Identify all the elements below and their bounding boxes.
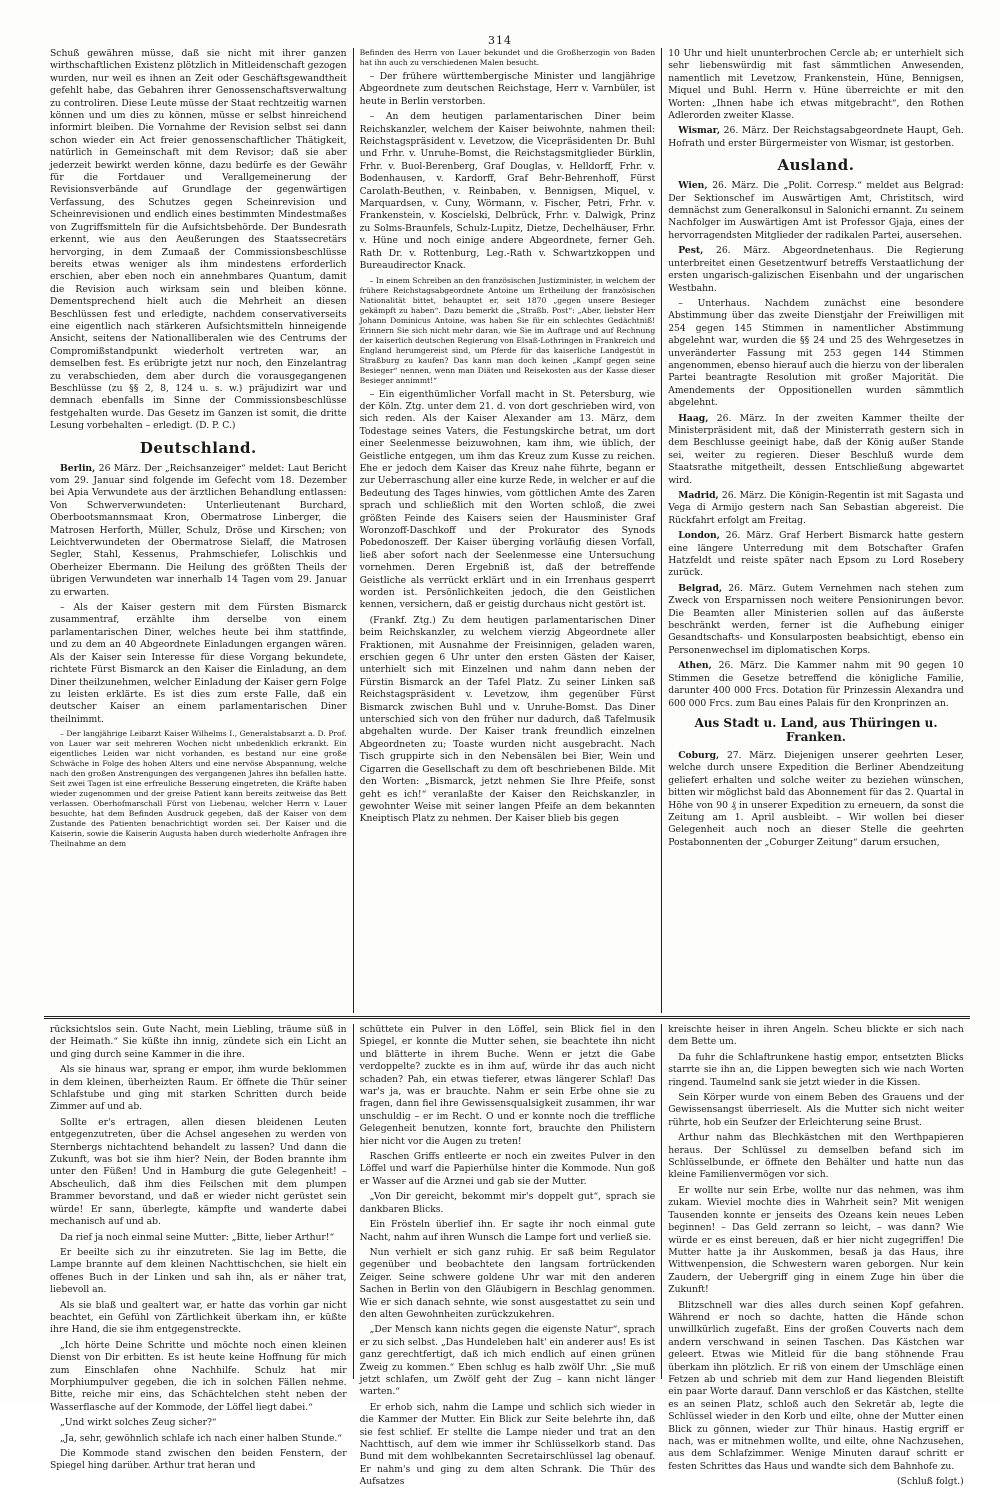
paragraph: – Der frühere württembergische Minister und langjährige Abgeordnete zum deutschen Reichstage, Herr v. Varnbüler, ist heute in Berlin verstorben. [359, 71, 656, 107]
paragraph [668, 180, 964, 242]
paragraph: „Und wirkt solches Zeug sicher?“ [60, 1417, 217, 1429]
paragraph: Schuß gewähren müsse, daß sie nicht mit ihrer ganzen wirthschaftlichen Existenz plötzlich in Mitleidenschaft gezogen wurden, nur weil es ihnen an Zeit oder Geschäftsgewandtheit gefehlt habe, das Gebahren ihrer Genossenschaftsverwaltung zu controliren. Diese Leute müsse der Staat rechtzeitig warnen können und um dies zu können, müsse er selbst hinreichend informirt bleiben. Die Vornahme der Revision selbst sei dann schon wieder ein Act freier genossenschaftlicher Thätigkeit, natürlich in Gemeinschaft mit dem Revisor; daß sie aber jederzeit bewirkt werden könne, dazu bedürfe es der Gewähr für die Fortdauer und Verallgemeinerung der Revisionsverbände auf Grundlage der gegenwärtigen Verfassung, des Schutzes gegen Scheinrevision und Scheinrevisionen und endlich eines bestimmten Mindestmaßes von Zugriffsmitteln für die Aufsichtsbehörde. Der Bundesrath erkennt, wie aus den Aeußerungen des Staatssecretärs hervorging, in dem Zumaaß der Commissionsbeschlüsse bereits etwas weniger als ihm mindestens erforderlich erschien, aber eben noch ein annehmbares Quantum, damit die Revision auch wirksam sein und bleiben könne. Dementsprechend hielt auch die Mehrheit an diesen Beschlüssen fest und erledigte, nachdem conservativerseits eine eigentlich nach stärkeren Aufsichtsmitteln hinneigende Ansicht, seitens der Nationalliberalen wie des Centrums der Compromißstandpunkt wiederholt vertreten war, an demselben fest. Es erübrigte jetzt nur noch, den Einzelantrag zu verabschieden, dem aber durch die vorausgegangenen Beschlüsse (zu §§ 2, 8, 124 u. s. w.) präjudizirt war und demnach ebenfalls im Sinne der Commissionsbeschlüsse festgehalten wurde. Das Gesetz im Ganzen ist somit, die dritte Lesung vorbehalten – erledigt. (D. P. C.) [50, 48, 347, 432]
paragraph [668, 413, 964, 487]
paragraph: 10 Uhr und hielt ununterbrochen Cercle ab; er unterhielt sich sehr liebenswürdig mit fast sämmtlichen Anwesenden, namentlich mit Levetzow, Frankenstein, Hüne, Bennigsen, Miquel und Buhl. Herrn v. Hüne überreichte er mit den Worten: „Ihnen habe ich etwas mitgebracht“, den Rothen Adlerorden zweiter Klasse. [668, 48, 964, 122]
page-number: 314 [488, 34, 512, 47]
paragraph [50, 463, 347, 599]
feuilleton-separator [44, 1016, 970, 1019]
paragraph: kreischte heiser in ihren Angeln. Scheu blickte er sich nach dem Bette um. [668, 1024, 964, 1048]
dateline: London, [678, 530, 720, 542]
paragraph [668, 490, 964, 527]
feuilleton-column-3 [661, 1024, 970, 1488]
paragraph: rücksichtslos sein. Gute Nacht, mein Liebling, träume süß in der Heimath.“ Sie küßte ihn innig, zündete sich ein Licht an und ging durch seine Kammer in die ihre. [50, 1024, 347, 1060]
paragraph: Da fuhr die Schlaftrunkene hastig empor, entsetzten Blicks starrte sie ihn an, die Lippen bewegten sich wie nach Worten ringend. Taumelnd sank sie jetzt wieder in die Kissen. [668, 1051, 964, 1088]
dateline: Belgrad, [678, 582, 723, 594]
paragraph-text: 26. März. Die Kammer nahm mit 90 gegen 10 Stimmen die Gesetze betreffend die königliche Familie, darunter 400 000 Frcs. Dotation für Prinzessin Alexandra und 600 000 Frcs. zum Bau eines Palais für den Kronprinzen an. [668, 660, 964, 709]
paragraph: Sein Körper wurde von einem Beben des Grauens und der Gewissensangst überrieselt. Als die Mutter sich nicht weiter rührte, hob ein Seufzer der Erleichterung seine Brust. [668, 1092, 964, 1128]
paragraph: – An dem heutigen parlamentarischen Diner beim Reichskanzler, welchem der Kaiser beiwohnte, nahmen theil: Reichstagspräsident v. Levetzow, die Vicepräsidenten Dr. Buhl und Frhr. v. Unruhe-Bomst, die Reichstagsmitglieder Bürklin, Frhr. v. Buol-Berenberg, Graf Douglas, v. Helldorff, Frhr. v. Bodenhausen, v. Kardorff, Graf Behr-Behrenhoff, Fürst Carolath-Beuthen, v. Reinbaben, v. Bennigsen, Miquel, v. Marquardsen, v. Cuny, Wörmann, v. Fischer, Petri, Frhr. v. Frankenstein, v. Koscielski, Delbrück, Frhr. v. Dalwigk, Prinz zu Solms-Braunfels, Schulz-Lupitz, Dietze, Dechelhäuser, Frhr. v. Hüne und noch einige andere Abgeordnete, ferner Geh. Rath Dr. v. Rottenburg, Leg.-Rath v. Schwartzkoppen und Bureaudirector Knack. [359, 111, 656, 272]
paragraph: Er erhob sich, nahm die Lampe und schlich sich wieder in die Kammer der Mutter. Ein Blick zur Seite belehrte ihn, daß sie fest schlief. Er stellte die Lampe nieder und trat an den Nachttisch, auf dem wie immer ihr Schlüsselkorb stand. Das Bund mit dem wohlbekannten Secretairschlüssel lag obenauf. Er nahm's und ging zu dem alten Schrank. Die Thür des Aufsatzes [359, 1401, 656, 1488]
feuilleton-column-1 [44, 1024, 353, 1472]
dateline: Wismar, [678, 125, 721, 137]
feuilleton-column-2 [353, 1024, 662, 1488]
paragraph [668, 750, 964, 849]
dateline: Madrid, [678, 490, 719, 501]
section-heading-ausland: Ausland. [777, 156, 855, 175]
paragraph: Blitzschnell war dies alles durch seinen Kopf gefahren. Während er noch so dachte, hatten die Hände schon unwillkürlich zugefaßt. Eins der großen Couverts nach dem andern verschwand in seinen Taschen. Das Kästchen war geleert. Etwas wie Mitleid für die bang stöhnende Frau überkam ihn plötzlich. Er riß von einem der Umschläge einen Fetzen ab und schrieb mit dem zur Hand liegenden Bleistift ein paar Worte darauf. Dann verschloß er das Kästchen, stellte es an seinen Platz, schloß auch den Sekretär ab, legte die Schlüssel wieder in den Korb und eilte, ohne der Mutter einen Blick zu gönnen, wieder zur Thür hinaus. Hastig ergriff er nach, was er mitnehmen wollte, und eilte, ohne Nachzusehen, aus dem Schlafzimmer. Wenige Minuten darauf schritt er festen Schrittes das Haus und wandte sich dem Bahnhofe zu. [668, 1299, 964, 1472]
paragraph: (Frankf. Ztg.) Zu dem heutigen parlamentarischen Diner beim Reichskanzler, zu welchem vierzig Abgeordnete aller Fraktionen, mit Ausnahme der Freisinnigen, geladen waren, erschien gegen 6 Uhr unter den ersten Gästen der Kaiser, unterhielt sich mit Einzelnen und nahm dann neben der Fürstin Bismarck an der Tafel Platz. Zu seiner Linken saß Reichstagspräsident v. Levetzow, ihm gegenüber Fürst Bismarck zwischen Buhl und v. Unruhe-Bomst. Das Diner unterschied sich von den früher nur dadurch, daß Tafelmusik abgehalten wurde. Der Kaiser trank freundlich einzelnen Abgeordneten zu; Toaste wurden nicht ausgebracht. Nach Tisch gruppirte sich in den Nebensälen bei Bier, Wein und Cigarren die Gesellschaft zu dem oft beschriebenen Bilde. Mit den Worten: „Bismarck, jetzt nehmen Sie Ihre Pfeife, sonst geht es ich!“ veranlaßte der Kaiser den Reichskanzler, in gewohnter Weise mit seiner langen Pfeife an dem bekannten Kneiptisch Platz zu nehmen. Der Kaiser blieb bis gegen [359, 614, 656, 825]
paragraph [668, 125, 964, 150]
paragraph [668, 530, 964, 580]
paragraph [668, 245, 964, 295]
section-heading-local: Aus Stadt u. Land, aus Thüringen u. Franken. [694, 715, 938, 744]
to-be-continued: (Schluß folgt.) [896, 1476, 964, 1488]
paragraph-text: 27. März. Diejenigen unserer geehrten Leser, welche durch unsere Expedition die Berliner Abendzeitung geliefert erhalten und solche weiter zu beziehen wünschen, bitten wir möglichst bald das Abonnement für das 2. Quartal in Höhe von 90 ₰ in unserer Expedition zu erneuern, da sonst die Zeitung am 1. April ausbleibt. – Wir wollen bei dieser Gelegenheit auch noch an dieser Stelle die geehrten Postabonnenten der „Coburger Zeitung“ darum ersuchen, [668, 749, 964, 848]
dateline: Wien, [678, 180, 708, 192]
paragraph-text: 26 März. Der „Reichsanzeiger“ meldet: Laut Bericht vom 29. Januar sind folgende im Gefecht vom 18. Dezember bei Apia Verwundete aus der ärztlichen Behandlung entlassen: Von Schwerverwundeten: Unterlieutenant Burchard, Oberbootsmannsmaat Kron, Obermatrose Linberger, die Matrosen Herforth, Müller, Schulz, Dröse und Kirschen; von Leichtverwundeten der Obermatrose Sielaff, die Matrosen Segler, Stahl, Kessenus, Prahmschiefer, Lolischkis und Oberheizer Ebermann. Die Heilung des größten Theils der übrigen Verwundeten war innerhalb 14 Tagen vom 29. Januar zu erwarten. [50, 462, 347, 598]
news-column-2 [353, 48, 662, 1013]
paragraph: – Der langjährige Leibarzt Kaiser Wilhelms I., Generalstabsarzt a. D. Prof. von Lauer war seit mehreren Wochen nicht unbedenklich erkrankt. Ein eigentliches Leiden war nicht vorhanden, es bestand nur eine große Schwäche in Folge des hohen Alters und eine nervöse Abspannung, welche nach den großen Anstrengungen des vergangenen Jahres ihn befallen hatte. Seit zwei Tagen ist eine erfreuliche Besserung eingetreten, die Kräfte haben wieder zugenommen und der greise Patient kann bereits zeitweise das Bett verlassen. Oberhofmarschall Fürst von Liebenau, welcher Herrn v. Lauer besuchte, hat dem Befinden Ausdruck gegeben, daß der Kaiser von dem Zustande des Patienten benachrichtigt worden sei. Der Kaiser und die Kaiserin, sowie die Kaiserin Augusta haben durch wiederholte Anfragen ihre Theilnahme an dem [50, 729, 347, 849]
feuilleton-section [44, 1024, 970, 1488]
paragraph: – Ein eigenthümlicher Vorfall macht in St. Petersburg, wie der Köln. Ztg. unter dem 21. d. von dort geschrieben wird, von sich reden. Als der Kaiser Alexander am 13. März, dem Todestage seines Vaters, die Festungskirche betrat, um dort einer Seelenmesse beizuwohnen, kam ihm, wie üblich, der Geistliche entgegen, um ihm das Kreuz zum Kusse zu reichen. Ehe er jedoch dem Kaiser das Kreuz nahe führte, begann er zur Ueberraschung aller eine kurze Rede, in welcher er auf die Bedeutung des Tages hinwies, vom göttlichen Amte des Zaren sprach und schließlich mit den Worten schloß, die zwei größten Feinde des Kaisers seien der Hausminister Graf Woronzoff-Daschkoff und der Prokurator des Synods Pobedonoszeff. Der Kaiser überging vorläufig diesen Vorfall, ließ aber sofort nach der Seelenmesse eine Untersuchung vornehmen. Deren Ergebniß ist, daß der betreffende Geistliche als verrückt erklärt und in ein Irrenhaus gesperrt worden ist. Persönlichkeiten jedoch, die den Geistlichen kennen, versichern, daß er geistig durchaus nicht gestört ist. [359, 388, 656, 611]
paragraph-text: 26. März. Die „Polit. Corresp.“ meldet aus Belgrad: Der Sektionschef im Auswärtigen Amt, Christitsch, wird demnächst zum Generalkonsul in Salonichi ernannt. Zu seinem Nachfolger im Auswärtigen Amt ist Professor Gjaja, eines der hervorragendsten Mitglieder der radikalen Partei, ausersehen. [668, 180, 964, 241]
paragraph: Als sie blaß und gealtert war, er hatte das vorhin gar nicht beachtet, ein Gefühl von Zärtlichkeit überkam ihn, er küßte ihre Hand, die sie ihm entgegenstreckte. [50, 1299, 347, 1336]
news-section [44, 48, 970, 1013]
paragraph [668, 660, 964, 710]
paragraph-text: 26. März. Die Königin-Regentin ist mit Sagasta und Vega di Armijo gestern nach San Sebastian abgereist. Die Rückfahrt erfolgt am Freitag. [668, 490, 964, 526]
paragraph [668, 583, 964, 657]
paragraph: – Als der Kaiser gestern mit dem Fürsten Bismarck zusammentraf, erzählte ihm derselbe von einem parlamentarischen Diner, welches heute bei ihm stattfinde, und zu dem an 40 Abgeordnete Einladungen ergangen wären. Als der Kaiser sein Interesse für diese Vorgang bekundete, richtete Fürst Bismarck an den Kaiser die Einladung, an dem Diner theilzunehmen, welcher Einladung der Kaiser gern Folge zu leisten erklärte. Es ist dies zum erste Falle, daß ein deutscher Kaiser an einem parlamentarischen Diner theilnimmt. [50, 602, 347, 725]
section-heading-deutschland: Deutschland. [139, 438, 257, 457]
dateline: Athen, [678, 660, 712, 672]
news-column-1 [44, 48, 353, 1013]
paragraph-text: 26. März. Der Reichstagsabgeordnete Haupt, Geh. Hofrath und erster Bürgermeister von Wismar, ist gestorben. [668, 125, 964, 149]
dateline: Coburg, [678, 749, 720, 761]
paragraph: schüttete ein Pulver in den Löffel, sein Blick fiel in den Spiegel, er konnte die Mutter sehen, sie beachtete ihn nicht und blätterte in ihrem Buche. Wenn er jetzt die Gabe verdoppelte? zuckte es in ihm auf, würde ihr das auch nicht schaden? Pah, ein etwas tieferer, etwas längerer Schlaf! Das war's ja, was er brauchte. Nahm er sein Erbe ohne sie zu fragen, dann fiel ihre Gewissensqualsigkeit zusammen, ihr war unschuldig – er im Recht. O und er konnte noch die treffliche Gelegenheit benutzen, konnte fort, brauchte den Philistern hier nicht vor die Augen zu treten! [359, 1024, 656, 1147]
paragraph: – In einem Schreiben an den französischen Justizminister, in welchem der frühere Reichstagsabgeordnete Antoine um Ertheilung der französischen Nationalität bittet, behauptet er, seit 1870 „gegen unsere Besieger gekämpft zu haben“. Dazu bemerkt die „Straßb. Post“: „Aber, liebster Herr Johann Dominicus Antoine, was haben Sie für ein schlechtes Gedächtniß! Erinnern Sie sich nicht mehr daran, wie Sie im Auftrage und auf Rechnung der kaiserlich deutschen Regierung von Elsaß-Lothringen in Frankreich und England herumgereist sind, um Pferde für das kaiserliche Landgestüt in Straßburg zu kaufen? Das kann man doch keinen „Kampf gegen seine Besieger“ nennen, wenn man Diäten und Reisekosten aus der Kasse dieser Besieger annimmt!“ [359, 275, 656, 385]
paragraph: Er wollte nur sein Erbe, wollte nur das nehmen, was ihm zukam. Wieviel mochte dies in Wahrheit sein? Mit wenigen Tausenden konnte er jenseits des Ozeans kein neues Leben beginnen! – Das Geld zerrann so leicht, – was dann? Wie würde er es einst bereuen, daß er hier nicht zugegriffen! Die Mutter hatte ja ihr Auskommen, besaß ja das Haus, ihre Wittwenpension, die Schwestern waren geborgen. Nur kein Zaudern, der Uebergriff ging in einem Zuge hin über die Zukunft! [668, 1184, 964, 1296]
paragraph: Raschen Griffs entleerte er noch ein zweites Pulver in den Löffel und warf die Papierhülse hinter die Kommode. Nun goß er Wasser auf die Arznei und gab sie der Mutter. [359, 1151, 656, 1187]
paragraph-text: 26. März. In der zweiten Kammer theilte der Ministerpräsident mit, daß der Ministerrath gestern sich in dem Beschlusse geeinigt habe, daß der König außer Stande sei, weiter zu regieren. Dieser Beschluß wurde dem Staatsrathe mitgetheilt, dessen Entschließung abgewartet wird. [668, 412, 964, 486]
dateline: Pest, [678, 245, 704, 257]
paragraph: Ein Frösteln überlief ihn. Er sagte ihr noch einmal gute Nacht, nahm auf ihren Wunsch die Lampe fort und verließ sie. [359, 1219, 656, 1243]
paragraph-text: 26. März. Graf Herbert Bismarck hatte gestern eine längere Unterredung mit dem Botschafter Grafen Hatzfeldt und reiste später nach Epsom zu Lord Rosebery zurück. [668, 530, 964, 579]
paragraph: „Der Mensch kann nichts gegen die eigenste Natur“, sprach er zu sich selbst. „Das Hundeleben halt' ein anderer aus! Es ist ganz gerechtfertigt, daß ich mich endlich auf einen grünen Zweig zu kommen.“ Eben schlug es halb zwölf Uhr. „Sie muß jetzt schlafen, um Zwölf geht der Zug – kann nicht länger warten.“ [359, 1324, 656, 1398]
paragraph: Befinden des Herrn von Lauer bekundet und die Großherzogin von Baden hat ihn auch zu verschiedenen Malen besucht. [359, 48, 656, 67]
paragraph: Sollte er's ertragen, allen diesen bleidenen Leuten entgegenzutreten, über die Achsel angesehen zu werden von Sternbergs nichtachtend behandelt zu lassen? Und dann die Zukunft, was bot sie ihm hier? Nein, der Boden brannte ihm unter den Füßen! Und in Hamburg die gute Gelegenheit! – Abscheulich, daß ihm dies Feilschen mit dem plumpen Brammer bevorstand, und daß er wieder nicht gerüstet sein würde! Er sann, überlegte, kämpfte und wanderte dabei mechanisch auf und ab. [50, 1116, 347, 1228]
paragraph: „Ich hörte Deine Schritte und möchte noch einen kleinen Dienst von Dir erbitten. Es ist heute keine Hoffnung für mich zum Einschlafen ohne Nachhilfe. Schulz hat mir Morphiumpulver gegeben, die ich in solchen Fällen nehme. Bitte, reiche mir eins, das Schächtelchen steht neben der Wasserflasche auf der Kommode, der Löffel liegt dabei.“ [50, 1339, 347, 1413]
news-column-3 [661, 48, 970, 1013]
paragraph: – Unterhaus. Nachdem zunächst eine besondere Abstimmung über das zweite Dienstjahr der Freiwilligen mit 254 gegen 145 Stimmen in namentlicher Abstimmung abgelehnt war, wurden die §§ 24 und 25 des Wehrgesetzes in unveränderter Fassung mit 253 gegen 144 Stimmen angenommen, ebenso hierauf auch die hierzu von der liberalen Partei beantragte Resolution mit großer Majorität. Die Amendements der Oppositionellen wurden sämmtlich abgelehnt. [668, 297, 964, 409]
paragraph-text: 26. März. Gutem Vernehmen nach stehen zum Zweck von Ersparnissen noch weitere Pensionirungen bevor. Die Beamten aller Ministerien sollen auf das äußerste beschränkt werden, ferner ist die Aufhebung einiger Gesandtschafts- und Konsularposten beabsichtigt, ebenso ein Personenwechsel im diplomatischen Korps. [668, 582, 964, 656]
paragraph: Arthur nahm das Blechkästchen mit den Werthpapieren heraus. Der Schlüssel zu demselben befand sich im Schlüsselbunde, er öffnete den Behälter und hatte nun das kleine Familienvermögen vor sich. [668, 1132, 964, 1181]
paragraph: Er beeilte sich zu ihr einzutreten. Sie lag im Bette, die Lampe brannte auf dem kleinen Nachttischchen, sie hielt ein offenes Buch in der Linken und sah ihn, als er näher trat, liebevoll an. [50, 1246, 347, 1296]
dateline: Haag, [678, 412, 709, 424]
paragraph: Da rief ja noch einmal seine Mutter: „Bitte, lieber Arthur!“ [60, 1231, 335, 1243]
paragraph: „Von Dir gereicht, bekommt mir's doppelt gut“, sprach sie dankbaren Blicks. [359, 1191, 656, 1215]
paragraph: Die Kommode stand zwischen den beiden Fenstern, der Spiegel hing darüber. Arthur trat heran und [50, 1448, 347, 1472]
dateline: Berlin, [60, 462, 96, 474]
paragraph-text: 26. März. Abgeordnetenhaus. Die Regierung unterbreitet einen Gesetzentwurf betreffs Verstaatlichung der ersten ungarisch-galizischen Eisenbahn und der ungarischen Westbahn. [668, 245, 964, 294]
paragraph: Als sie hinaus war, sprang er empor, ihm wurde beklommen in dem kleinen, überheizten Raum. Er öffnete die Thür seiner Schlafstube und ging mit starken Schritten durch beide Zimmer auf und ab. [50, 1064, 347, 1113]
paragraph: Nun verhielt er sich ganz ruhig. Er saß beim Regulator gegenüber und beobachtete den langsam fortrückenden Zeiger. Seine schwere goldene Uhr war mit den anderen Sachen in Berlin von den Gläubigern in Beschlag genommen. Wie er sich danach sehnte, wie sonst ausgestattet zu sein und den alten Gewohnheiten zurückzukehren. [359, 1246, 656, 1320]
paragraph: „Ja, sehr, gewöhnlich schlafe ich nach einer halben Stunde.“ [60, 1432, 342, 1444]
